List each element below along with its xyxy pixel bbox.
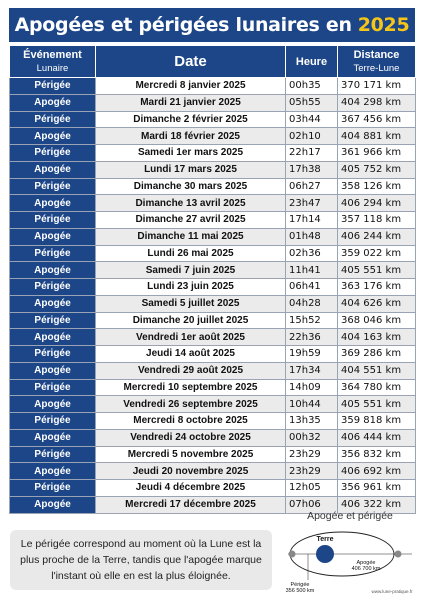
- definition-note: Le périgée correspond au moment où la Lune est la plus proche de la Terre, tandis que l'apogée marque l'instant où elle en est la plus éloignée.: [10, 530, 272, 590]
- event-cell: Apogée: [10, 329, 96, 346]
- time-cell: 17h14: [286, 212, 338, 229]
- table-row: [10, 346, 416, 363]
- table-row: [10, 379, 416, 396]
- orbit-svg: [280, 510, 420, 600]
- time-cell: 19h59: [286, 346, 338, 363]
- event-cell: Périgée: [10, 178, 96, 195]
- table-row: [10, 262, 416, 279]
- distance-cell: 370 171 km: [338, 78, 416, 95]
- event-cell: Apogée: [10, 94, 96, 111]
- table-row: [10, 228, 416, 245]
- distance-cell: 404 298 km: [338, 94, 416, 111]
- date-cell: Dimanche 27 avril 2025: [96, 212, 286, 229]
- date-cell: Mercredi 17 décembre 2025: [96, 496, 286, 513]
- time-cell: 14h09: [286, 379, 338, 396]
- date-cell: Dimanche 20 juillet 2025: [96, 312, 286, 329]
- distance-cell: 356 832 km: [338, 446, 416, 463]
- moon-perigee-icon: [289, 551, 296, 558]
- time-cell: 11h41: [286, 262, 338, 279]
- date-cell: Dimanche 13 avril 2025: [96, 195, 286, 212]
- diagram-title: Apogée et périgée: [307, 510, 393, 522]
- distance-cell: 404 881 km: [338, 128, 416, 145]
- table-row: [10, 480, 416, 497]
- time-cell: 12h05: [286, 480, 338, 497]
- date-cell: Vendredi 24 octobre 2025: [96, 429, 286, 446]
- distance-cell: 364 780 km: [338, 379, 416, 396]
- distance-cell: 405 551 km: [338, 262, 416, 279]
- table-row: [10, 413, 416, 430]
- table-row: [10, 195, 416, 212]
- distance-cell: 369 286 km: [338, 346, 416, 363]
- distance-cell: 405 752 km: [338, 161, 416, 178]
- distance-cell: 361 966 km: [338, 145, 416, 162]
- event-cell: Apogée: [10, 262, 96, 279]
- earth-label: Terre: [316, 536, 334, 543]
- event-cell: Périgée: [10, 212, 96, 229]
- date-cell: Mercredi 10 septembre 2025: [96, 379, 286, 396]
- distance-cell: 356 961 km: [338, 480, 416, 497]
- table-body: [10, 78, 416, 514]
- table-row: [10, 161, 416, 178]
- date-cell: Vendredi 29 août 2025: [96, 362, 286, 379]
- event-cell: Apogée: [10, 463, 96, 480]
- distance-cell: 357 118 km: [338, 212, 416, 229]
- date-cell: Dimanche 2 février 2025: [96, 111, 286, 128]
- event-cell: Périgée: [10, 413, 96, 430]
- event-cell: Apogée: [10, 295, 96, 312]
- title-text: Apogées et périgées lunaires en: [14, 14, 352, 36]
- table-row: [10, 362, 416, 379]
- time-cell: 02h10: [286, 128, 338, 145]
- distance-cell: 368 046 km: [338, 312, 416, 329]
- header-date: Date: [96, 46, 286, 78]
- table-row: [10, 279, 416, 296]
- title-year: 2025: [357, 14, 410, 36]
- event-cell: Périgée: [10, 446, 96, 463]
- event-cell: Apogée: [10, 496, 96, 513]
- date-cell: Lundi 17 mars 2025: [96, 161, 286, 178]
- distance-cell: 406 444 km: [338, 429, 416, 446]
- time-cell: 23h47: [286, 195, 338, 212]
- time-cell: 07h06: [286, 496, 338, 513]
- page-title: [9, 8, 415, 42]
- time-cell: 22h17: [286, 145, 338, 162]
- event-cell: Apogée: [10, 228, 96, 245]
- event-cell: Apogée: [10, 195, 96, 212]
- moon-apogee-icon: [395, 551, 402, 558]
- time-cell: 17h38: [286, 161, 338, 178]
- diagram-credit: www.lune-pratique.fr: [371, 589, 413, 594]
- perigee-label: Périgée: [290, 582, 310, 588]
- date-cell: Jeudi 14 août 2025: [96, 346, 286, 363]
- distance-cell: 359 818 km: [338, 413, 416, 430]
- date-cell: Mardi 21 janvier 2025: [96, 94, 286, 111]
- table-row: [10, 329, 416, 346]
- date-cell: Mardi 18 février 2025: [96, 128, 286, 145]
- time-cell: 06h41: [286, 279, 338, 296]
- perigee-distance: 356 500 km: [285, 588, 315, 594]
- header-time: Heure: [286, 46, 338, 78]
- date-cell: Samedi 1er mars 2025: [96, 145, 286, 162]
- time-cell: 23h29: [286, 463, 338, 480]
- distance-cell: 406 294 km: [338, 195, 416, 212]
- table-row: [10, 212, 416, 229]
- date-cell: Samedi 5 juillet 2025: [96, 295, 286, 312]
- date-cell: Mercredi 8 octobre 2025: [96, 413, 286, 430]
- date-cell: Mercredi 5 novembre 2025: [96, 446, 286, 463]
- time-cell: 10h44: [286, 396, 338, 413]
- apogee-label: Apogée: [356, 560, 376, 566]
- distance-cell: 406 244 km: [338, 228, 416, 245]
- distance-cell: 406 692 km: [338, 463, 416, 480]
- date-cell: Jeudi 20 novembre 2025: [96, 463, 286, 480]
- table-header-row: [10, 46, 416, 78]
- date-cell: Lundi 26 mai 2025: [96, 245, 286, 262]
- event-cell: Périgée: [10, 145, 96, 162]
- event-cell: Périgée: [10, 78, 96, 95]
- table-row: [10, 78, 416, 95]
- event-cell: Apogée: [10, 161, 96, 178]
- time-cell: 00h32: [286, 429, 338, 446]
- time-cell: 02h36: [286, 245, 338, 262]
- table-row: [10, 463, 416, 480]
- distance-cell: 359 022 km: [338, 245, 416, 262]
- event-cell: Périgée: [10, 379, 96, 396]
- event-cell: Apogée: [10, 362, 96, 379]
- distance-cell: 405 551 km: [338, 396, 416, 413]
- table-row: [10, 145, 416, 162]
- date-cell: Dimanche 11 mai 2025: [96, 228, 286, 245]
- table-row: [10, 295, 416, 312]
- table-row: [10, 94, 416, 111]
- time-cell: 06h27: [286, 178, 338, 195]
- orbit-diagram: [280, 510, 420, 600]
- event-cell: Périgée: [10, 245, 96, 262]
- table-row: [10, 446, 416, 463]
- event-cell: Apogée: [10, 429, 96, 446]
- table-row: [10, 429, 416, 446]
- distance-cell: 367 456 km: [338, 111, 416, 128]
- apogee-distance: 406 700 km: [351, 566, 381, 572]
- table-row: [10, 312, 416, 329]
- distance-cell: 404 163 km: [338, 329, 416, 346]
- time-cell: 15h52: [286, 312, 338, 329]
- date-cell: Vendredi 1er août 2025: [96, 329, 286, 346]
- event-cell: Périgée: [10, 312, 96, 329]
- time-cell: 23h29: [286, 446, 338, 463]
- event-cell: Périgée: [10, 346, 96, 363]
- lunar-events-table: [9, 45, 416, 514]
- time-cell: 17h34: [286, 362, 338, 379]
- time-cell: 01h48: [286, 228, 338, 245]
- event-cell: Périgée: [10, 279, 96, 296]
- date-cell: Dimanche 30 mars 2025: [96, 178, 286, 195]
- time-cell: 04h28: [286, 295, 338, 312]
- distance-cell: 358 126 km: [338, 178, 416, 195]
- date-cell: Jeudi 4 décembre 2025: [96, 480, 286, 497]
- distance-cell: 363 176 km: [338, 279, 416, 296]
- header-distance: Distance Terre-Lune: [338, 46, 416, 78]
- time-cell: 00h35: [286, 78, 338, 95]
- distance-cell: 404 626 km: [338, 295, 416, 312]
- header-event: Événement Lunaire: [10, 46, 96, 78]
- distance-cell: 406 322 km: [338, 496, 416, 513]
- date-cell: Samedi 7 juin 2025: [96, 262, 286, 279]
- earth-icon: [316, 545, 334, 563]
- date-cell: Vendredi 26 septembre 2025: [96, 396, 286, 413]
- date-cell: Lundi 23 juin 2025: [96, 279, 286, 296]
- table-row: [10, 178, 416, 195]
- time-cell: 13h35: [286, 413, 338, 430]
- event-cell: Périgée: [10, 480, 96, 497]
- table-row: [10, 128, 416, 145]
- event-cell: Périgée: [10, 111, 96, 128]
- time-cell: 03h44: [286, 111, 338, 128]
- table-row: [10, 111, 416, 128]
- time-cell: 05h55: [286, 94, 338, 111]
- table-row: [10, 245, 416, 262]
- table-row: [10, 396, 416, 413]
- event-cell: Apogée: [10, 396, 96, 413]
- time-cell: 22h36: [286, 329, 338, 346]
- date-cell: Mercredi 8 janvier 2025: [96, 78, 286, 95]
- distance-cell: 404 551 km: [338, 362, 416, 379]
- event-cell: Apogée: [10, 128, 96, 145]
